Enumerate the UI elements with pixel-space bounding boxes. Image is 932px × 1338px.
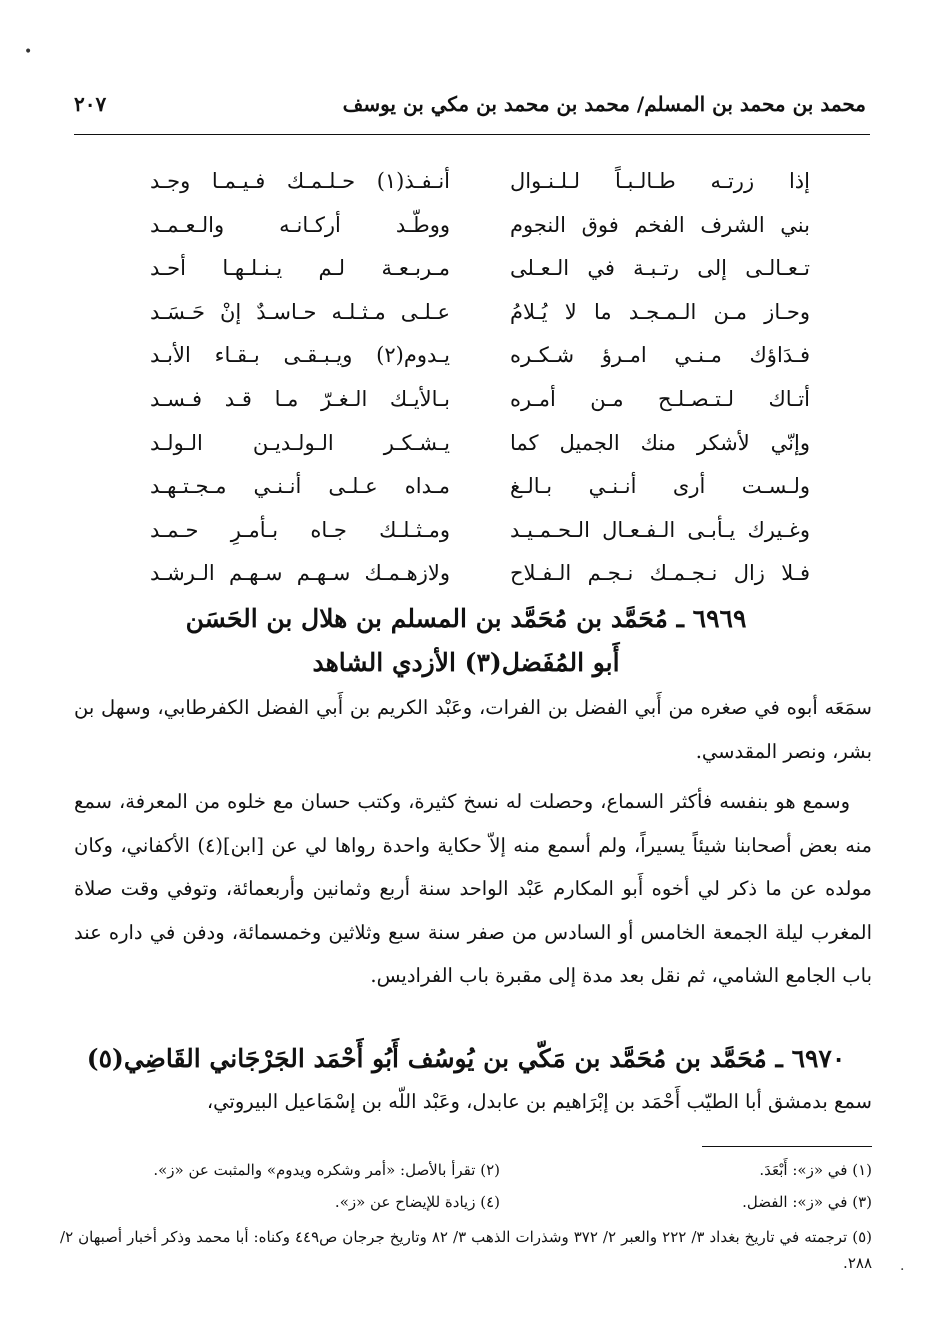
- verse-first-hemistich: فـدَاؤك مـنـي امـرؤ شـكـره: [510, 343, 810, 368]
- entry-6969-heading-line2: أَبو المُفَضل(٣) الأزدي الشاهد: [312, 648, 620, 677]
- verse-second-hemistich: مـداه عـلـى أنـنـي مـجـتـهـد: [150, 474, 450, 499]
- footnote-5: (٥) ترجمته في تاريخ بغداد ٣/ ٢٢٢ والعبر ٢/ ٣٧٢ وشذرات الذهب ٣/ ٨٢ وتاريخ جرجان ص٤٤٩ وكناه: أبا محمد وذكر أخبار أصبهان ٢/ ٢٨٨.: [60, 1228, 873, 1272]
- poem-verse: [150, 160, 810, 204]
- verse-first-hemistich: ولـسـت أرى أنـنـي بـالـغ: [510, 474, 810, 499]
- verse-first-hemistich: تـعـالـى إلى رتـبـة في الـعـلى: [510, 256, 810, 281]
- verse-first-hemistich: وإنّي لأشكر منك الجميل كما: [510, 430, 810, 455]
- entry-6969-paragraph: [74, 780, 872, 998]
- verse-second-hemistich: بـالأيـك الـغـرّ مـا قـد فـسـد: [150, 386, 450, 411]
- poem-verse: [150, 509, 810, 553]
- footnote-3: (٣) في «ز»: الفضل.: [742, 1193, 872, 1211]
- poem-verse: [150, 291, 810, 335]
- poem: [150, 160, 810, 596]
- poem-verse: [150, 247, 810, 291]
- poem-verse: [150, 204, 810, 248]
- verse-second-hemistich: مـربـعـة لـم يـنـلـهـا أحـد: [150, 256, 450, 281]
- verse-first-hemistich: إذا زرتـه طـالـبـاً لـلـنـوال: [510, 169, 810, 193]
- verse-second-hemistich: ومـثـلـك جـاه بـأمـرِ حـمـد: [150, 517, 450, 542]
- page-number: ٢٠٧: [74, 92, 107, 116]
- entry-6969-heading: ٦٩٦٩ ـ مُحَمَّد بن مُحَمَّد بن المسلم بن هلال بن الحَسَن: [185, 604, 747, 633]
- poem-verse: [150, 378, 810, 422]
- verse-second-hemistich: يـشـكـر الـولـديـن الـولـد: [150, 430, 450, 455]
- poem-verse: [150, 334, 810, 378]
- verse-second-hemistich: يـدوم(٢) ويـبـقـى بـقـاء الأبـد: [150, 343, 450, 368]
- scan-mark: ·: [900, 1262, 905, 1278]
- verse-second-hemistich: ولازهـمـك سـهـم سـهـم الـرشـد: [150, 561, 450, 586]
- scan-mark: •: [24, 44, 33, 60]
- footnote-1: (١) في «ز»: أَبْعَدَ.: [759, 1161, 872, 1179]
- poem-verse: [150, 422, 810, 466]
- header-rule: [74, 134, 870, 135]
- poem-verse: [150, 465, 810, 509]
- poem-verse: [150, 552, 810, 596]
- footnote-4: (٤) زيادة للإيضاح عن «ز».: [334, 1193, 500, 1211]
- verse-second-hemistich: ووطّـد أركـانـه والـعـمـد: [150, 212, 450, 237]
- verse-first-hemistich: وحـاز مـن الـمـجـد ما لا يُـلامُ: [510, 299, 810, 324]
- entry-6970-heading: ٦٩٧٠ ـ مُحَمَّد بن مُحَمَّد بن مَكّي بن يُوسُف أَبُو أَحْمَد الجَرْجَاني القَاضِي(٥): [86, 1044, 846, 1073]
- verse-first-hemistich: فـلا زال نـجـمـك نـجـم الـفـلاح: [510, 561, 810, 586]
- verse-first-hemistich: بني الشرف الفخم فوق النجوم: [510, 212, 810, 237]
- verse-second-hemistich: عـلـى مـثـلـه حـاسـدٌ إنْ حَـسَـد: [150, 299, 450, 324]
- footnote-rule: [702, 1146, 872, 1147]
- verse-first-hemistich: أتـاك لـتـصـلـح مـن أمـره: [510, 386, 810, 411]
- footnote-2: (٢) تقرأ بالأصل: «أمر وشكره ويدوم» والمثبت عن «ز».: [153, 1161, 500, 1179]
- entry-6970-paragraph: [74, 1080, 872, 1124]
- running-head-title: محمد بن محمد بن المسلم/ محمد بن محمد بن مكي بن يوسف: [342, 92, 866, 116]
- paragraph-text: سمَعَه أبوه في صغره من أَبي الفضل بن الفرات، وعَبْد الكريم بن أَبي الفضل الكفرطابي، وسهل بن بشر، ونصر المقدسي.: [74, 696, 872, 763]
- entry-6969-paragraph: [74, 686, 872, 773]
- verse-second-hemistich: أنـفـذ(١) حـلـمـك فـيـمـا وجـد: [150, 169, 450, 193]
- paragraph-text: وسمع هو بنفسه فأكثر السماع، وحصلت له نسخ كثيرة، وكتب حسان مع خلوه من المعرفة، سمع منه بعض أصحابنا شيئاً يسيراً، ولم أسمع منه إلاّ حكاية واحدة رواها لي عن [ابن](٤) الأكفاني، وكان مولده عن ما ذكر لي أخوه أَبو المكارم عَبْد الواحد سنة أربع وثمانين وأربعمائة، وتوفي وقت صلاة المغرب ليلة الجمعة الخامس أو السادس من صفر سنة سبع وثلاثين وخمسمائة، ودفن في داره عند باب الجامع الشامي، ثم نقل بعد مدة إلى مقبرة باب الفراديس.: [74, 790, 872, 988]
- verse-first-hemistich: وغـيرك يـأبـى الـفـعـال الـحـمـيـد: [510, 517, 810, 542]
- paragraph-text: سمع بدمشق أبا الطيّب أَحْمَد بن إبْرَاهيم بن عابدل، وعَبْد اللّه بن إسْمَاعيل البيروتي،: [206, 1090, 872, 1113]
